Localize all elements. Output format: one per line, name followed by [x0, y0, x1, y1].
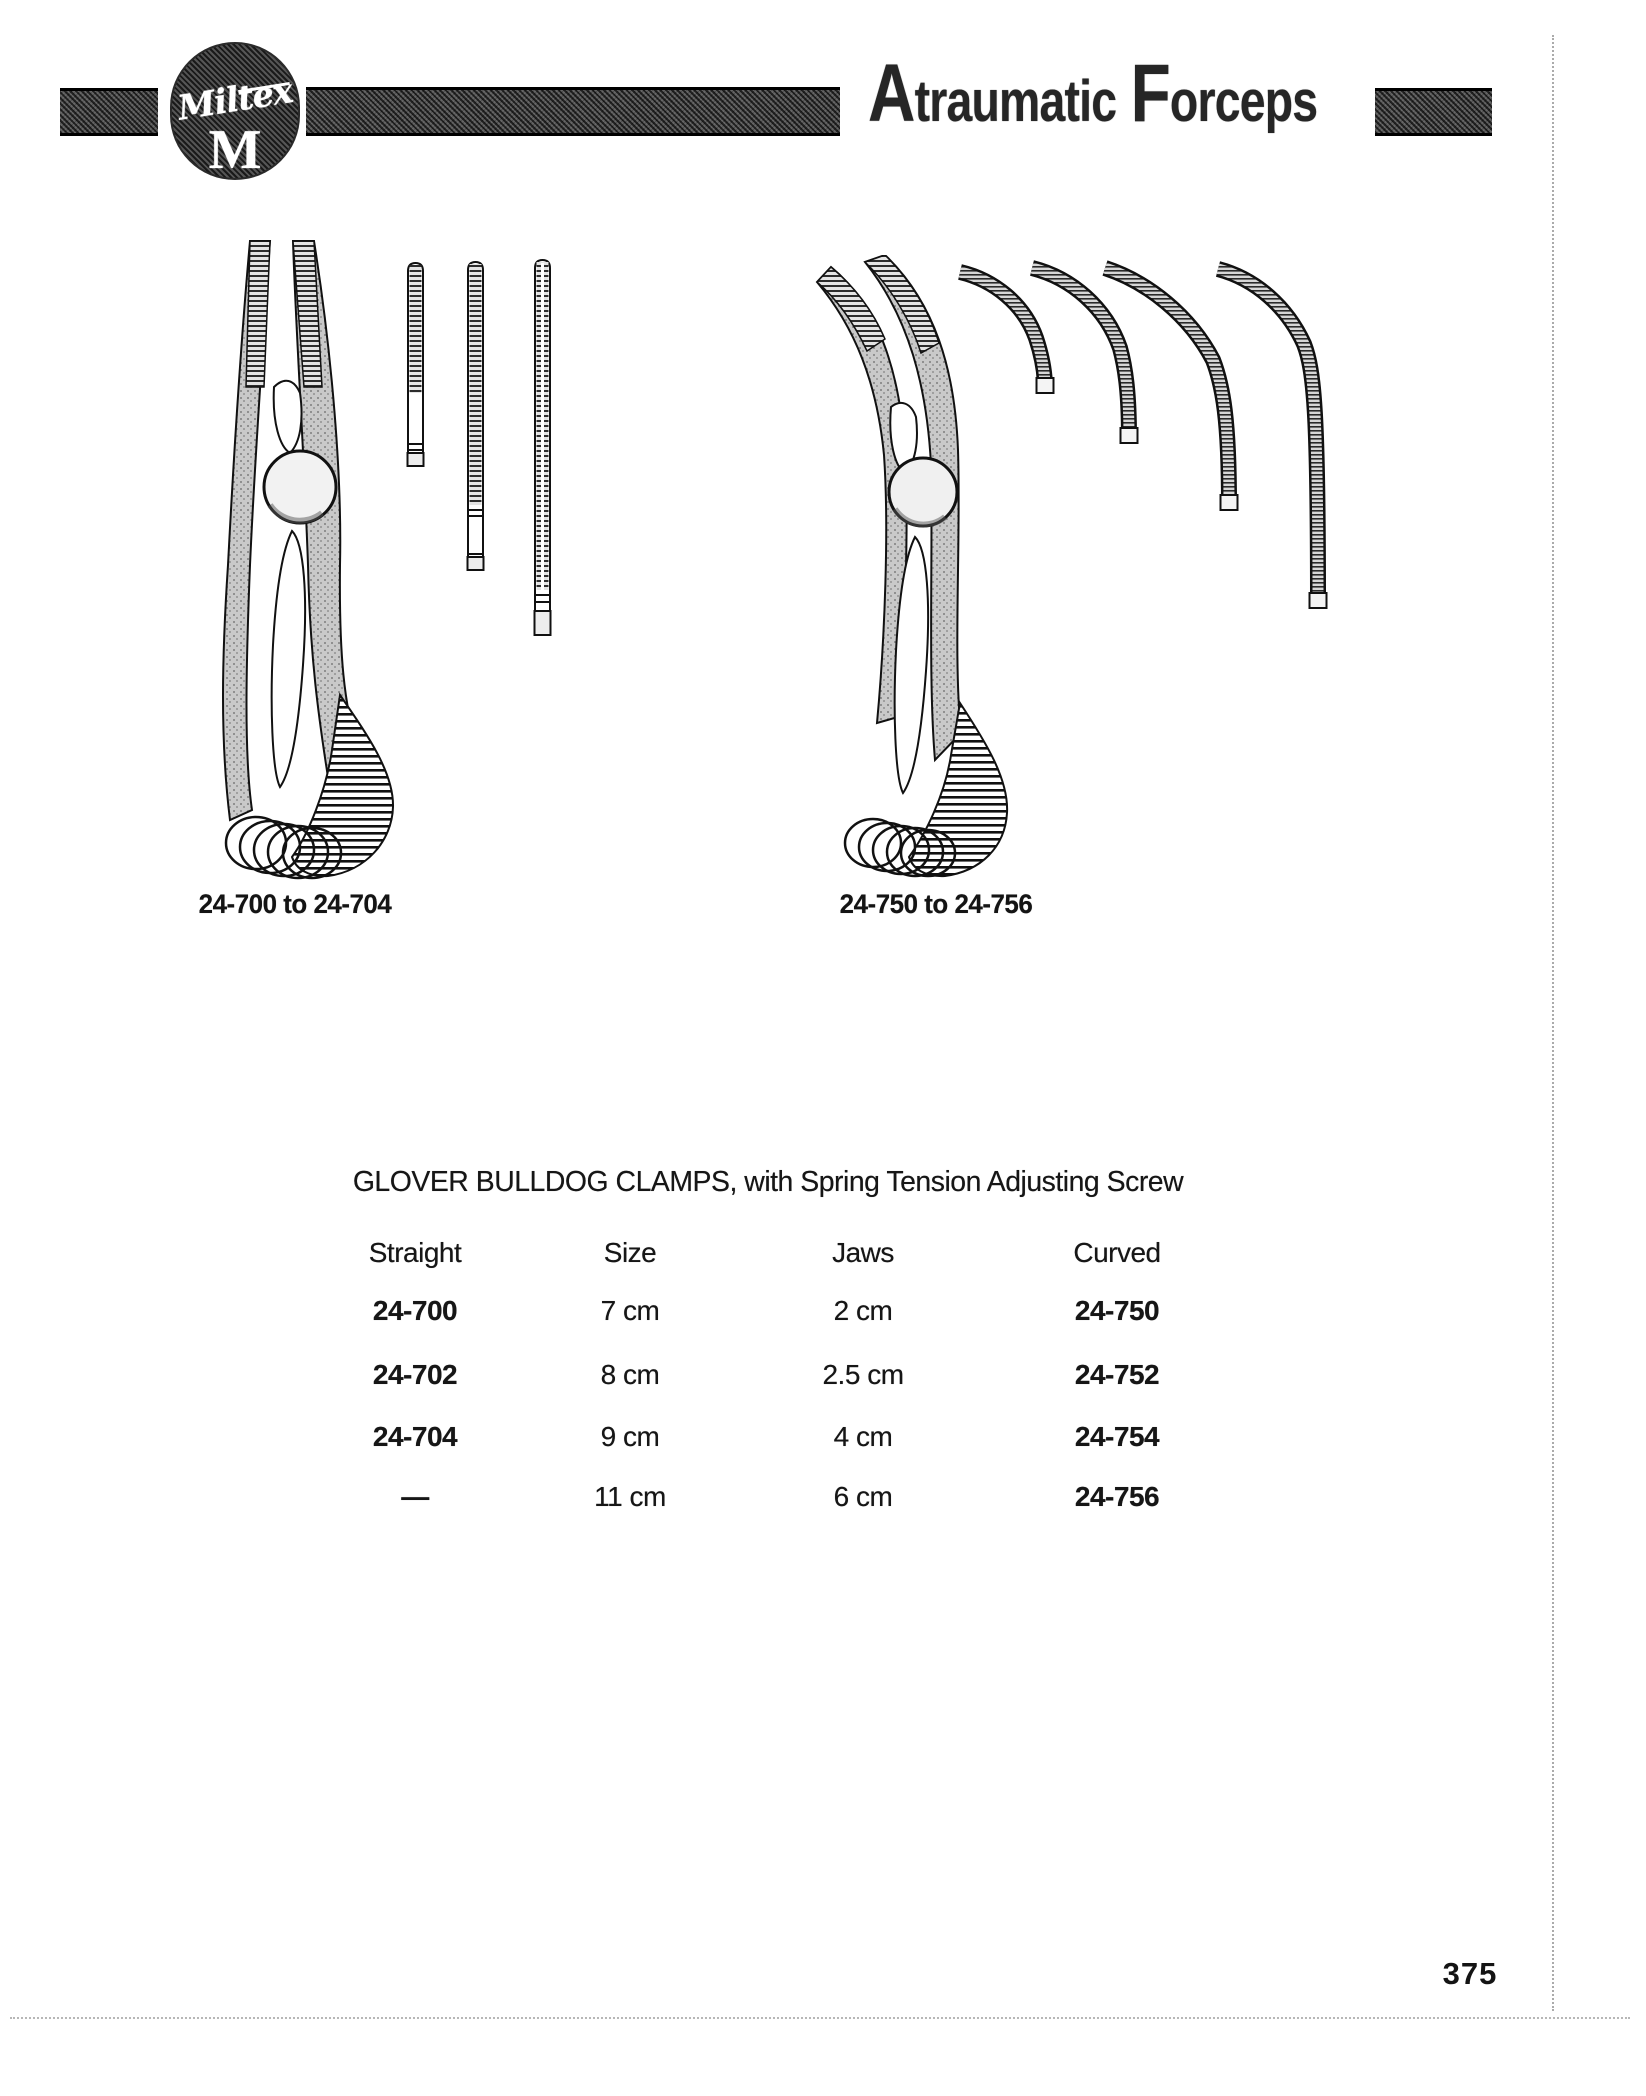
cell-jaws: 2 cm — [833, 1295, 893, 1326]
cell-straight-code: 24-702 — [372, 1359, 458, 1390]
column-header-size: Size — [603, 1237, 657, 1268]
cell-size: 9 cm — [600, 1421, 660, 1452]
table-row — [280, 1295, 1256, 1331]
page-number: 375 — [1442, 1956, 1498, 1991]
cell-straight-code: 24-704 — [372, 1421, 458, 1452]
cell-jaws: 6 cm — [833, 1481, 893, 1512]
title-rest-2: orceps — [1169, 69, 1318, 134]
title-initial-1: A — [868, 48, 915, 139]
figure-caption-curved: 24-750 to 24-756 — [839, 889, 1033, 919]
title-initial-2: F — [1130, 48, 1170, 139]
table-row — [280, 1359, 1256, 1395]
cell-jaws: 4 cm — [833, 1421, 893, 1452]
curved-jaw-tips-illustration — [950, 258, 1340, 643]
straight-clamp-illustration — [190, 235, 405, 885]
figure-caption-straight: 24-700 to 24-704 — [198, 889, 392, 919]
cell-curved-code: 24-754 — [1074, 1421, 1160, 1452]
cell-jaws: 2.5 cm — [822, 1359, 904, 1390]
table-row — [280, 1481, 1256, 1517]
table-header-row — [280, 1237, 1256, 1273]
logo-brand-text: Miltex — [175, 71, 295, 129]
straight-jaw-tips-illustration — [400, 255, 560, 645]
cell-curved-code: 24-750 — [1074, 1295, 1160, 1326]
page-title — [868, 44, 1317, 152]
page-edge-horizontal-rule — [10, 2017, 1630, 2019]
cell-straight-code: 24-700 — [372, 1295, 458, 1326]
miltex-logo — [170, 42, 300, 180]
cell-curved-code: 24-752 — [1074, 1359, 1160, 1390]
cell-curved-code: 24-756 — [1074, 1481, 1160, 1512]
table-row — [280, 1421, 1256, 1457]
logo-monogram: M — [208, 119, 262, 181]
cell-size: 8 cm — [600, 1359, 660, 1390]
table-title: GLOVER BULLDOG CLAMPS, with Spring Tension Adjusting Screw — [352, 1166, 1184, 1198]
column-header-straight: Straight — [368, 1237, 462, 1268]
cell-size: 7 cm — [600, 1295, 660, 1326]
cell-straight-code: — — [401, 1481, 429, 1512]
column-header-curved: Curved — [1073, 1237, 1161, 1268]
header-rule-main — [306, 87, 840, 136]
header-rule-right — [1375, 88, 1492, 136]
header-rule-left — [60, 88, 158, 136]
cell-size: 11 cm — [594, 1481, 666, 1512]
title-rest-1: traumatic — [914, 69, 1117, 134]
page-edge-vertical-rule — [1552, 35, 1554, 2011]
column-header-jaws: Jaws — [832, 1237, 894, 1268]
